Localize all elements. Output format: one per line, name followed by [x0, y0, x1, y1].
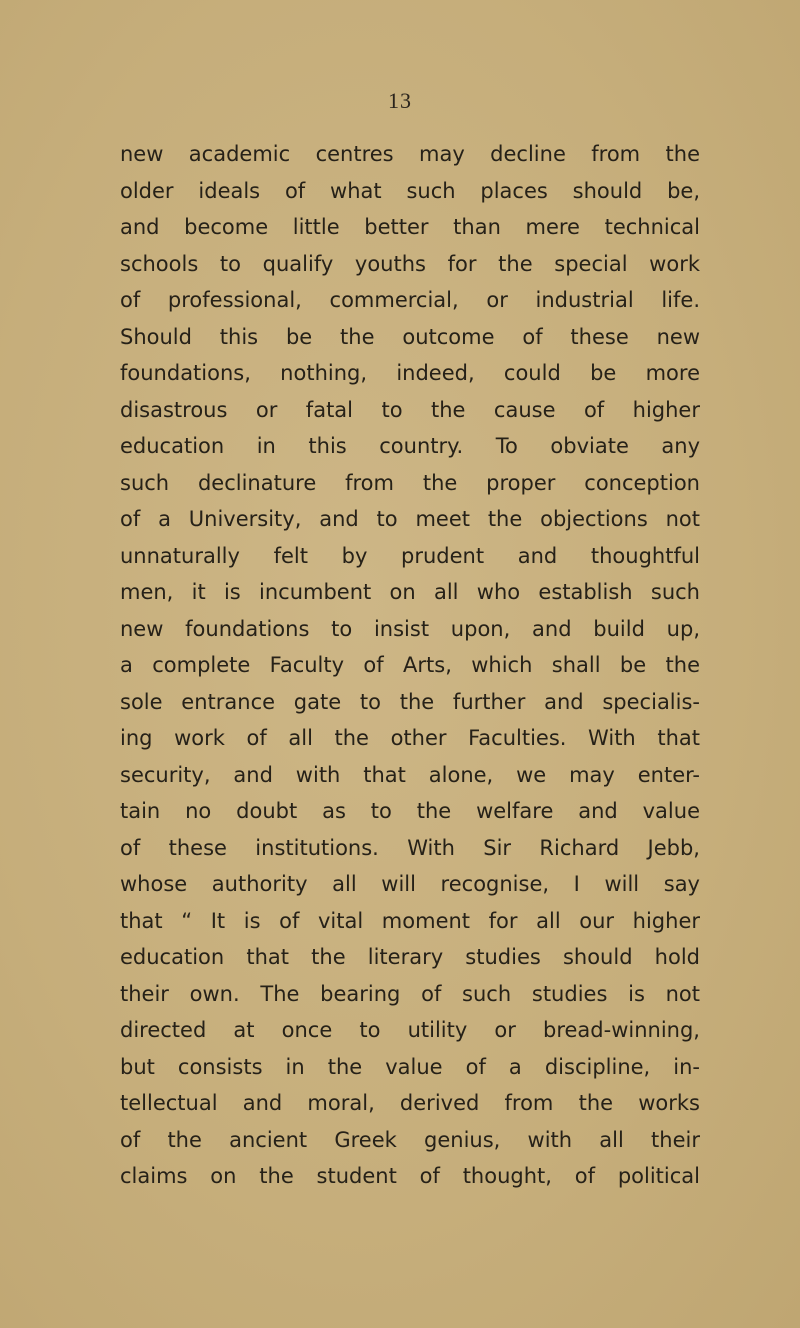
text-line: of a University, and to meet the objections not — [120, 507, 700, 531]
text-line: of the ancient Greek genius, with all their — [120, 1127, 700, 1152]
text-line: their own. The bearing of such studies is not — [120, 981, 700, 1006]
text-line: that “ It is of vital moment for all our higher — [120, 908, 700, 933]
text-line: disastrous or fatal to the cause of higher — [120, 397, 700, 422]
text-line: security, and with that alone, we may enter- — [120, 762, 700, 787]
text-line: new foundations to insist upon, and build up, — [120, 616, 700, 641]
text-line: Should this be the outcome of these new — [120, 324, 700, 349]
text-line: education in this country. To obviate any — [120, 434, 700, 458]
text-line: new academic centres may decline from the — [120, 142, 700, 166]
text-line: foundations, nothing, indeed, could be more — [120, 361, 700, 385]
text-line: older ideals of what such places should be, — [120, 178, 700, 203]
text-line: claims on the student of thought, of political — [120, 1164, 700, 1188]
text-line: schools to qualify youths for the special work — [120, 251, 700, 276]
text-line: education that the literary studies should hold — [120, 945, 700, 969]
text-line: and become little better than mere technical — [120, 215, 700, 239]
text-line: a complete Faculty of Arts, which shall be the — [120, 653, 700, 677]
text-line: tain no doubt as to the welfare and value — [120, 799, 700, 823]
text-line: such declinature from the proper conception — [120, 470, 700, 495]
text-line: but consists in the value of a discipline, in- — [120, 1054, 700, 1079]
text-line: of professional, commercial, or industrial life. — [120, 288, 700, 312]
text-line: unnaturally felt by prudent and thoughtful — [120, 543, 700, 568]
body-text — [120, 136, 700, 1195]
text-line: directed at once to utility or bread-winning, — [120, 1018, 700, 1042]
page-number: 13 — [388, 88, 412, 113]
text-line: whose authority all will recognise, I will say — [120, 872, 700, 896]
text-line: sole entrance gate to the further and specialis- — [120, 689, 700, 714]
text-line: men, it is incumbent on all who establish such — [120, 580, 700, 604]
text-line: ing work of all the other Faculties. With that — [120, 726, 700, 750]
text-line: tellectual and moral, derived from the works — [120, 1091, 700, 1115]
text-line: of these institutions. With Sir Richard Jebb, — [120, 835, 700, 860]
